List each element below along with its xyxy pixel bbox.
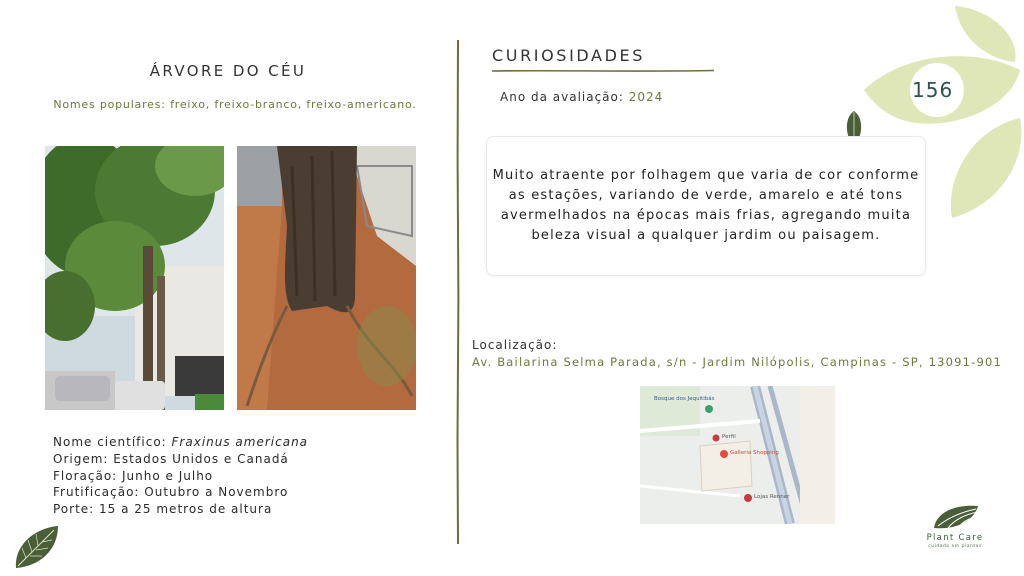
decorative-leaf-bottom-left <box>12 524 60 570</box>
evaluation-year-label: Ano da avaliação: <box>500 90 629 104</box>
scientific-name-label: Nome científico: <box>53 435 172 449</box>
evaluation-year <box>500 90 663 104</box>
map-label-perfil: Perfil <box>722 434 736 440</box>
tree-number-badge: 156 <box>912 78 954 102</box>
vertical-divider <box>456 40 460 544</box>
flowering-line: Floração: Junho e Julho <box>53 468 214 483</box>
location-map[interactable] <box>640 386 835 524</box>
location-address: Av. Bailarina Selma Parada, s/n - Jardim Nilópolis, Campinas - SP, 13091-901 <box>472 355 1003 369</box>
plant-care-logo-tagline: cuidado em plantas <box>928 544 982 549</box>
map-label-bosque: Bosque dos Jequitibás <box>654 396 715 402</box>
tree-facts <box>53 434 308 518</box>
fruiting-line: Frutificação: Outubro a Novembro <box>53 485 289 500</box>
scientific-name-value: Fraxinus americana <box>171 435 309 449</box>
curiosities-title: CURIOSIDADES <box>492 46 645 65</box>
curiosity-text: Muito atraente por folhagem que varia de cor conforme as estações, variando de verde, amarelo e até tons avermelhados na épocas mais frias, agregando muita beleza visual a qualquer jardim ou paisagem. <box>492 168 920 243</box>
tree-trunk-photo <box>237 146 416 410</box>
scientific-name-line <box>53 434 308 451</box>
origin-line: Origem: Estados Unidos e Canadá <box>53 451 289 466</box>
evaluation-year-value: 2024 <box>628 90 664 104</box>
popular-names: Nomes populares: freixo, freixo-branco, freixo-americano. <box>53 98 417 111</box>
tree-title: ÁRVORE DO CÉU <box>149 62 307 80</box>
map-label-galleria: Galleria Shopping <box>730 450 779 456</box>
title-underline <box>492 68 714 74</box>
location-label: Localização: <box>472 338 558 352</box>
plant-care-logo-icon <box>928 500 982 532</box>
map-label-renner: Lojas Renner <box>754 494 790 500</box>
plant-care-logo-text: Plant Care <box>926 533 984 543</box>
tree-canopy-photo <box>45 146 224 410</box>
size-line: Porte: 15 a 25 metros de altura <box>53 502 273 517</box>
